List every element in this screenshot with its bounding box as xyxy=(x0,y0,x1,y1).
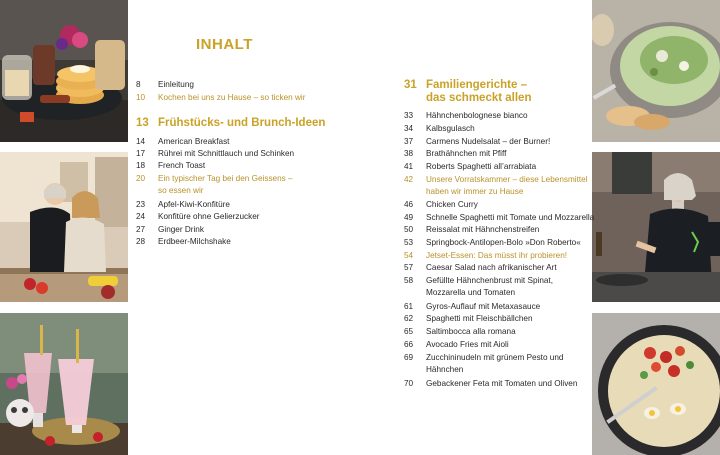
entry-title: Saltimbocca alla romana xyxy=(426,327,516,336)
entry-title: French Toast xyxy=(158,161,206,170)
entry-title: Ein typischer Tag bei den Geissens – xyxy=(158,174,293,183)
entry-title: Reissalat mit Hähnchenstreifen xyxy=(426,225,540,234)
entry-title: Unsere Vorratskammer – diese Lebensmittel xyxy=(426,175,588,184)
entry-title: Erdbeer-Milchshake xyxy=(158,237,231,246)
page-number: 62 xyxy=(404,314,414,323)
page-number: 57 xyxy=(404,263,414,272)
entry-title: Zucchininudeln mit grünem Pesto und xyxy=(426,353,564,362)
toc-right-column xyxy=(404,79,595,399)
page-number: 66 xyxy=(404,340,414,349)
page-number: 49 xyxy=(404,213,414,222)
entry-title: Kalbsgulasch xyxy=(426,124,475,133)
page-number: 18 xyxy=(136,161,146,170)
entry-title-line: haben wir immer zu Hause xyxy=(426,187,524,196)
page-number: 61 xyxy=(404,302,414,311)
entry-title: Gebackener Feta mit Tomaten und Oliven xyxy=(426,379,578,388)
page-number: 8 xyxy=(136,80,141,89)
entry-title: Jetset-Essen: Das müsst ihr probieren! xyxy=(426,251,568,260)
entry-title: Gefüllte Hähnchenbrust mit Spinat, xyxy=(426,276,553,285)
page-title: INHALT xyxy=(196,36,253,53)
page-number: 27 xyxy=(136,225,146,234)
section-title: Frühstücks- und Brunch-Ideen xyxy=(158,117,326,129)
section-page-number: 31 xyxy=(404,79,417,91)
entry-title: Gyros-Auflauf mit Metaxasauce xyxy=(426,302,541,311)
page-number: 33 xyxy=(404,111,414,120)
page-number: 20 xyxy=(136,174,146,183)
entry-title: Konfitüre ohne Gelierzucker xyxy=(158,212,260,221)
entry-title: Spaghetti mit Fleischbällchen xyxy=(426,314,533,323)
toc-left-column xyxy=(136,79,386,259)
page-number: 53 xyxy=(404,238,414,247)
entry-title: Hähnchenbolognese bianco xyxy=(426,111,528,120)
entry-title-line: Hähnchen xyxy=(426,365,464,374)
page-number: 46 xyxy=(404,200,414,209)
page-number: 41 xyxy=(404,162,414,171)
page-number: 42 xyxy=(404,175,414,184)
photo-robert-cooking xyxy=(592,152,720,302)
photo-milkshakes xyxy=(0,313,128,455)
entry-title: Apfel-Kiwi-Konfitüre xyxy=(158,200,230,209)
entry-title: Roberts Spaghetti all’arrabiata xyxy=(426,162,537,171)
section-page-number: 13 xyxy=(136,117,149,129)
entry-title: Carmens Nudelsalat – der Burner! xyxy=(426,137,551,146)
page-number: 38 xyxy=(404,149,414,158)
photo-pancake-breakfast xyxy=(0,0,128,142)
entry-title-line: so essen wir xyxy=(158,186,204,195)
entry-title: American Breakfast xyxy=(158,137,230,146)
page-number: 54 xyxy=(404,251,414,260)
section-title: Familiengerichte – xyxy=(426,79,527,91)
page-number: 37 xyxy=(404,137,414,146)
entry-title: Einleitung xyxy=(158,80,194,89)
entry-title-line: Mozzarella und Tomaten xyxy=(426,288,516,297)
page-number: 69 xyxy=(404,353,414,362)
photo-couple-kitchen xyxy=(0,152,128,302)
page-number: 23 xyxy=(136,200,146,209)
photo-pasta-salad xyxy=(592,313,720,455)
page-number: 34 xyxy=(404,124,414,133)
entry-title: Kochen bei uns zu Hause – so ticken wir xyxy=(158,93,306,102)
page-number: 14 xyxy=(136,137,146,146)
page-number: 28 xyxy=(136,237,146,246)
page-number: 58 xyxy=(404,276,414,285)
page-number: 50 xyxy=(404,225,414,234)
section-title-line: das schmeckt allen xyxy=(426,92,532,104)
page-number: 65 xyxy=(404,327,414,336)
page-number: 70 xyxy=(404,379,414,388)
entry-title: Avocado Fries mit Aioli xyxy=(426,340,509,349)
page-number: 24 xyxy=(136,212,146,221)
entry-title: Rührei mit Schnittlauch und Schinken xyxy=(158,149,295,158)
entry-title: Brathähnchen mit Pfiff xyxy=(426,149,507,158)
page-number: 10 xyxy=(136,93,146,102)
entry-title: Caesar Salad nach afrikanischer Art xyxy=(426,263,557,272)
entry-title: Schnelle Spaghetti mit Tomate und Mozzarella xyxy=(426,213,595,222)
photo-chicken-salad xyxy=(592,0,720,142)
entry-title: Chicken Curry xyxy=(426,200,478,209)
entry-title: Springbock-Antilopen-Bolo »Don Roberto« xyxy=(426,238,581,247)
entry-title: Ginger Drink xyxy=(158,225,204,234)
page-number: 17 xyxy=(136,149,146,158)
